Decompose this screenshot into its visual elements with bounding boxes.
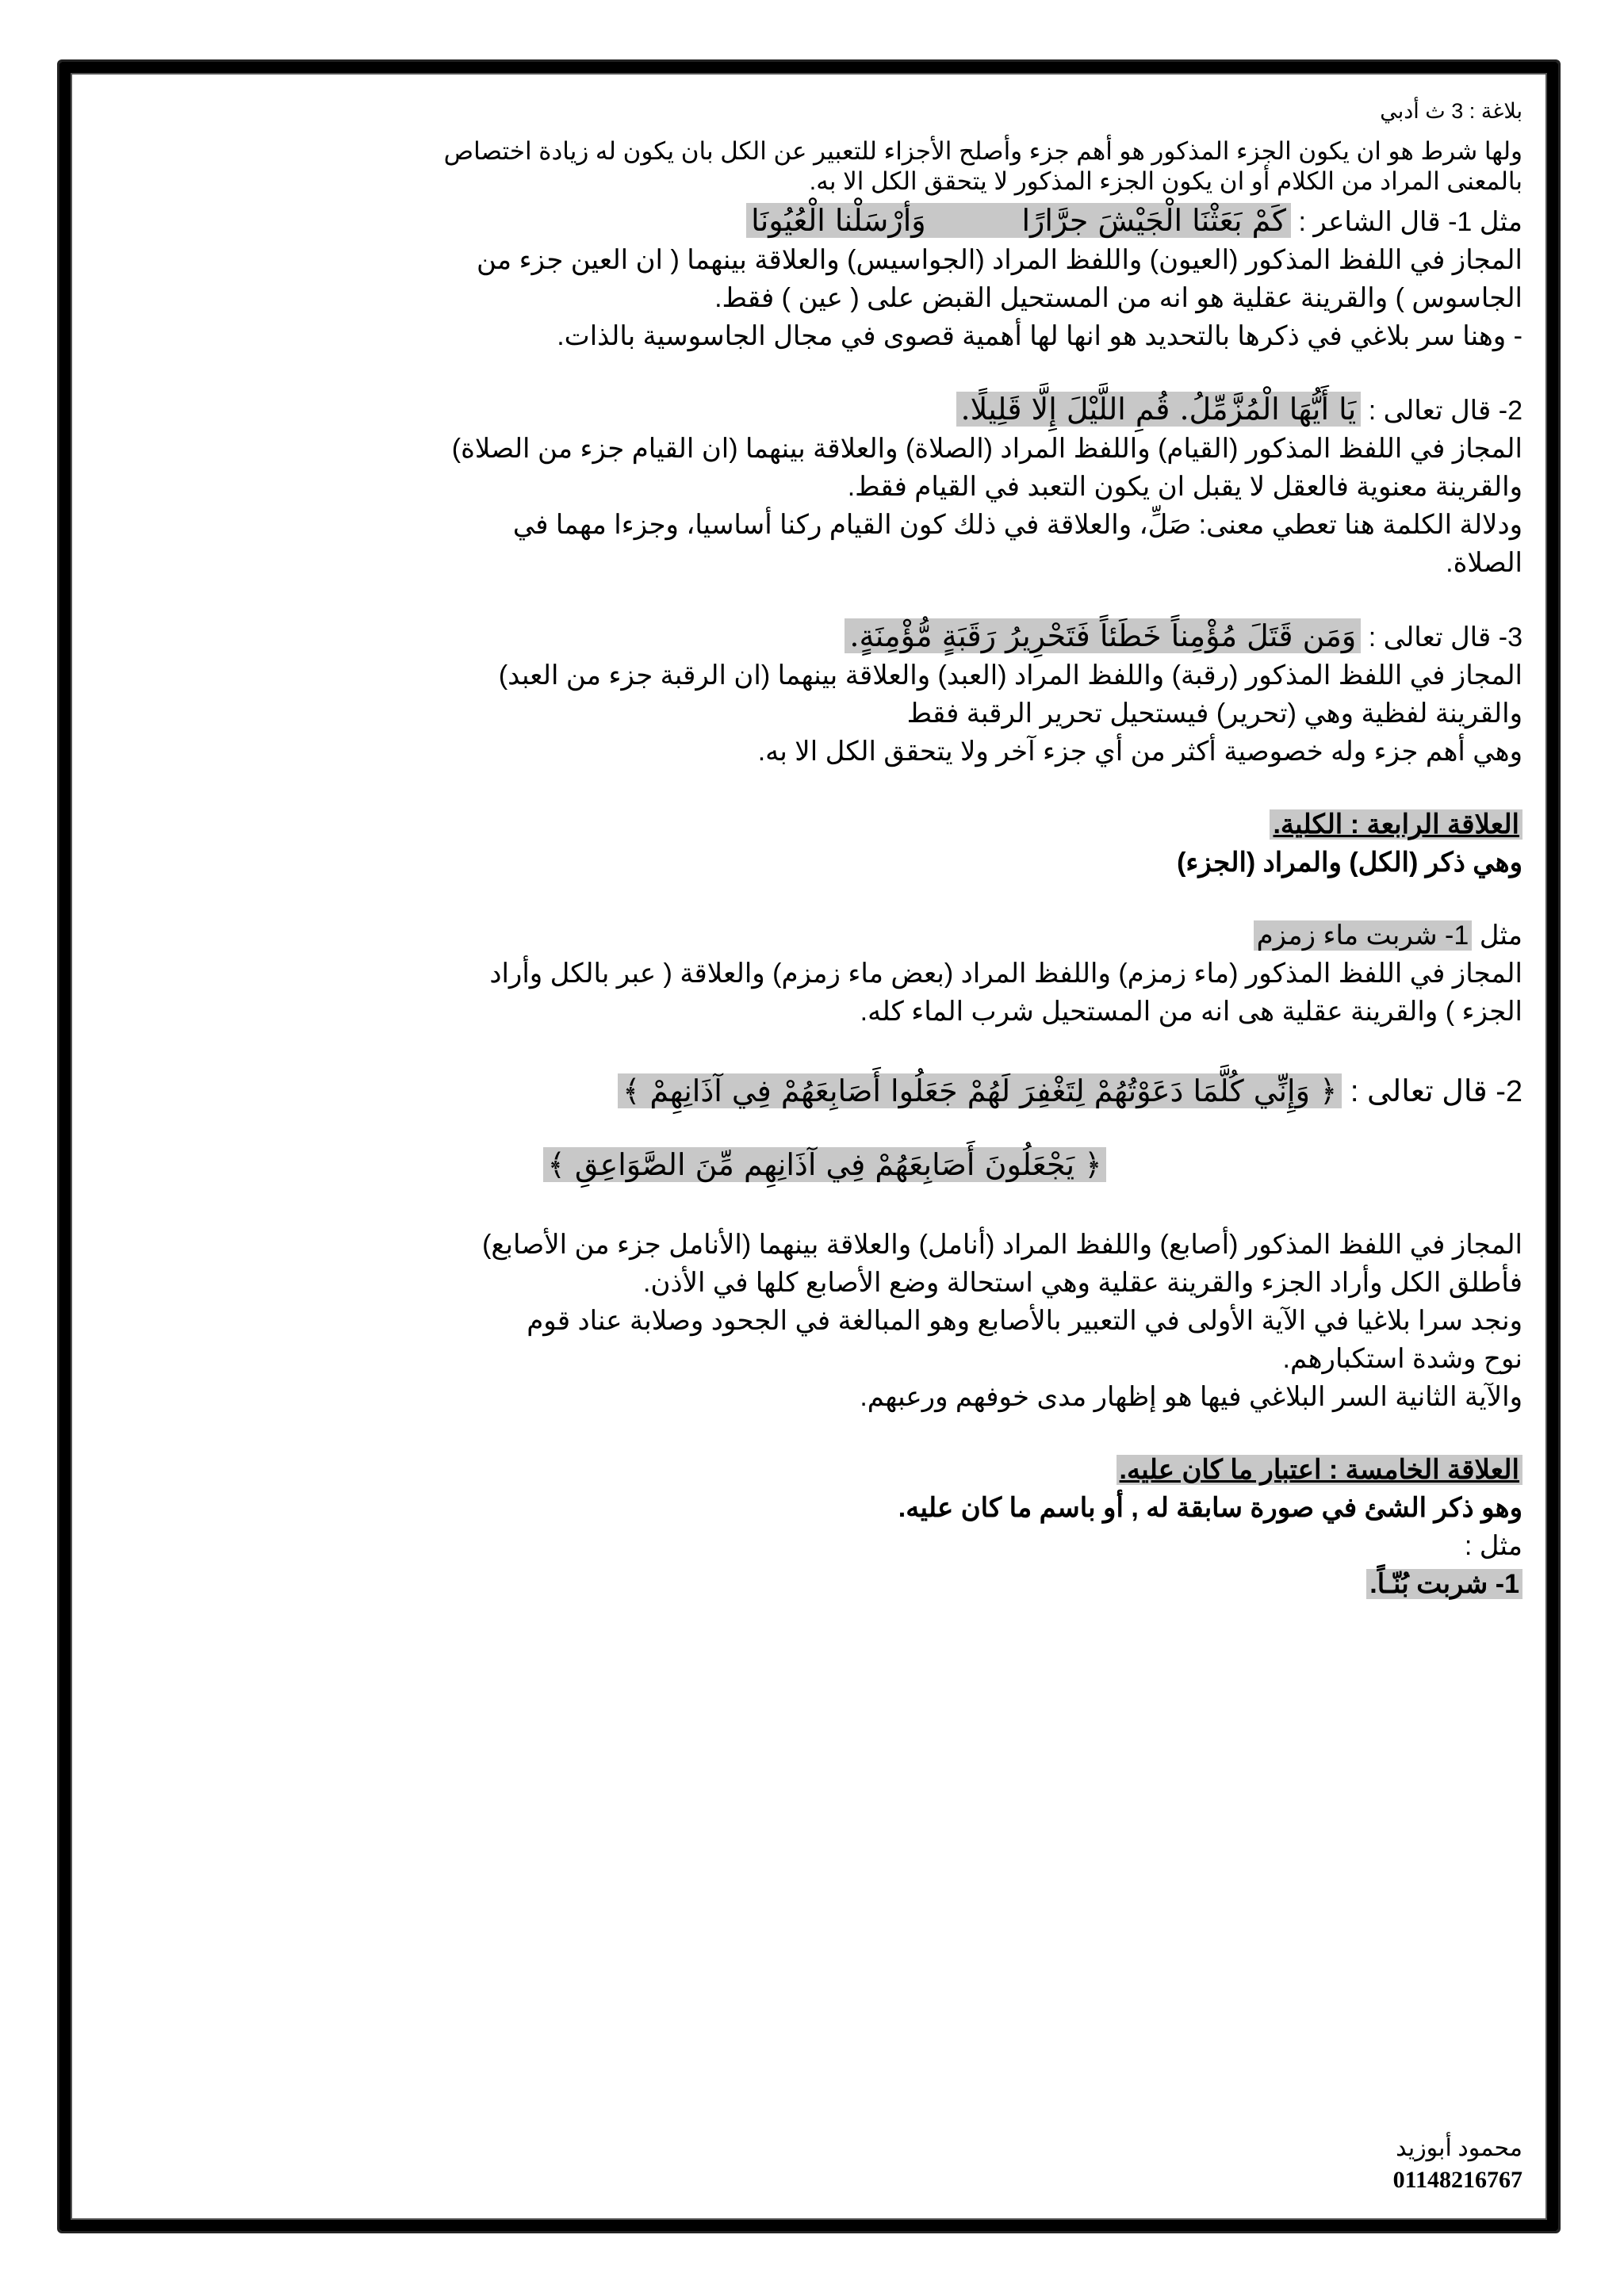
example-5-line-1: المجاز في اللفظ المذكور (أصابع) واللفظ المراد (أنامل) والعلاقة بينهما (الأنامل جزء من الأصابع) [482,1230,1522,1260]
example-1-line-1: المجاز في اللفظ المذكور (العيون) واللفظ المراد (الجواسيس) والعلاقة بينهما ( ان العين جزء من [477,245,1522,275]
example-3-heading [127,617,1522,656]
example-4-line-1: المجاز في اللفظ المذكور (ماء زمزم) واللفظ المراد (بعض ماء زمزم) والعلاقة ( عبر بالكل وأراد [489,959,1522,989]
relation-4-definition: وهي ذكر (الكل) والمراد (الجزء) [1177,848,1522,878]
example-1-line-2: الجاسوس ) والقرينة عقلية هو انه من المستحيل القبض على ( عين ) فقط. [714,283,1522,313]
example-1-heading [127,201,1522,241]
example-4-line-2: الجزء ) والقرينة عقلية هى انه من المستحيل شرب الماء كله. [860,997,1522,1027]
example-2-line-4: الصلاة. [1446,548,1522,578]
relation-5-example-1 [127,1565,1522,1603]
relation-4-title-text: العلاقة الرابعة : الكلية. [1270,809,1522,840]
intro-line-1: ولها شرط هو ان يكون الجزء المذكور هو أهم جزء وأصلح الأجزاء للتعبير عن الكل بان يكون له زيادة اختصاص [443,137,1522,165]
author-phone: 01148216767 [1392,2167,1522,2193]
relation-5-title [127,1451,1522,1489]
example-1-prefix: مثل 1- قال الشاعر : [1298,207,1522,237]
document-page [127,99,1522,2193]
relation-5-definition: وهو ذكر الشئ في صورة سابقة له , أو باسم ما كان عليه. [898,1493,1522,1523]
example-2-line-2: والقرينة معنوية فالعقل لا يقبل ان يكون التعبد في القيام فقط. [847,472,1522,502]
example-2-line-1: المجاز في اللفظ المذكور (القيام) واللفظ المراد (الصلاة) والعلاقة بينهما (ان القيام جزء من الصلاة) [451,434,1522,464]
example-5-line-2: فأطلق الكل وأراد الجزء والقرينة عقلية وهي استحالة وضع الأصابع كلها في الأذن. [643,1268,1522,1298]
page-header: بلاغة : 3 ث أدبي [1380,99,1522,123]
poem-verse [746,203,1291,238]
example-3-line-1: المجاز في اللفظ المذكور (رقبة) واللفظ المراد (العبد) والعلاقة بينهما (ان الرقبة جزء من العبد) [498,660,1522,691]
example-4-highlight: 1- شربت ماء زمزم [1254,920,1473,951]
example-5-line-5: والآية الثانية السر البلاغي فيها هو إظهار مدى خوفهم ورعبهم. [860,1382,1522,1412]
poem-hemistich-1: كَمْ بَعَثْنَا الْجَيْشَ جرَّارًا [1021,203,1286,238]
quran-verse-5a: ﴿ وَإِنِّي كُلَّمَا دَعَوْتُهُمْ لِتَغْفِرَ لَهُمْ جَعَلُوا أَصَابِعَهُمْ فِي آذَانِهِمْ ﴾ [618,1073,1342,1108]
relation-5-mithal: مثل : [1464,1531,1522,1561]
quran-verse-2: يَا أَيُّهَا الْمُزَّمِّلُ. قُمِ اللَّيْلَ إِلَّا قَلِيلًا. [956,392,1362,427]
example-3-line-2: والقرينة لفظية وهي (تحرير) فيستحيل تحرير الرقبة فقط [906,698,1522,729]
relation-5-title-text: العلاقة الخامسة : اعتبار ما كان عليه. [1116,1455,1522,1485]
example-2-prefix: 2- قال تعالى : [1368,396,1522,426]
example-3-prefix: 3- قال تعالى : [1368,622,1522,652]
example-4-heading [127,916,1522,955]
example-4-prefix: مثل [1479,920,1522,951]
example-2-line-3: ودلالة الكلمة هنا تعطي معنى: صَلِّ، والعلاقة في ذلك كون القيام ركنا أساسيا، وجزءا مهما في [512,510,1522,540]
relation-4-title [127,806,1522,844]
quran-verse-5b: ﴿ يَجْعَلُونَ أَصَابِعَهُمْ فِي آذَانِهِم مِّنَ الصَّوَاعِقِ ﴾ [543,1147,1107,1182]
example-5-verse-2-line [127,1139,1522,1191]
example-5-line-3: ونجد سرا بلاغيا في الآية الأولى في التعبير بالأصابع وهو المبالغة في الجحود وصلابة عناد قوم [527,1306,1522,1336]
example-2-heading [127,390,1522,430]
example-3-line-3: وهي أهم جزء وله خصوصية أكثر من أي جزء آخر ولا يتحقق الكل الا به. [757,737,1522,767]
example-5-heading [127,1066,1522,1117]
quran-verse-3: وَمَن قَتَلَ مُؤْمِناً خَطَئاً فَتَحْرِيرُ رَقَبَةٍ مُّؤْمِنَةٍ. [845,618,1361,653]
example-5-line-4: نوح وشدة استكبارهم. [1282,1344,1522,1374]
example-1-line-3: - وهنا سر بلاغي في ذكرها بالتحديد هو انها لها أهمية قصوى في مجال الجاسوسية بالذات. [557,321,1522,351]
author-name: محمود أبوزيد [1396,2135,1522,2161]
example-5-prefix: 2- قال تعالى : [1350,1075,1522,1108]
footer [1393,2133,1522,2196]
intro-line-2: بالمعنى المراد من الكلام أو ان يكون الجزء المذكور لا يتحقق الكل الا به. [809,167,1522,195]
relation-5-example-1-text: 1- شربت بُنّـاً. [1366,1569,1522,1599]
poem-hemistich-2: وَأرْسَلْنا الْعُيُونَا [751,203,926,238]
